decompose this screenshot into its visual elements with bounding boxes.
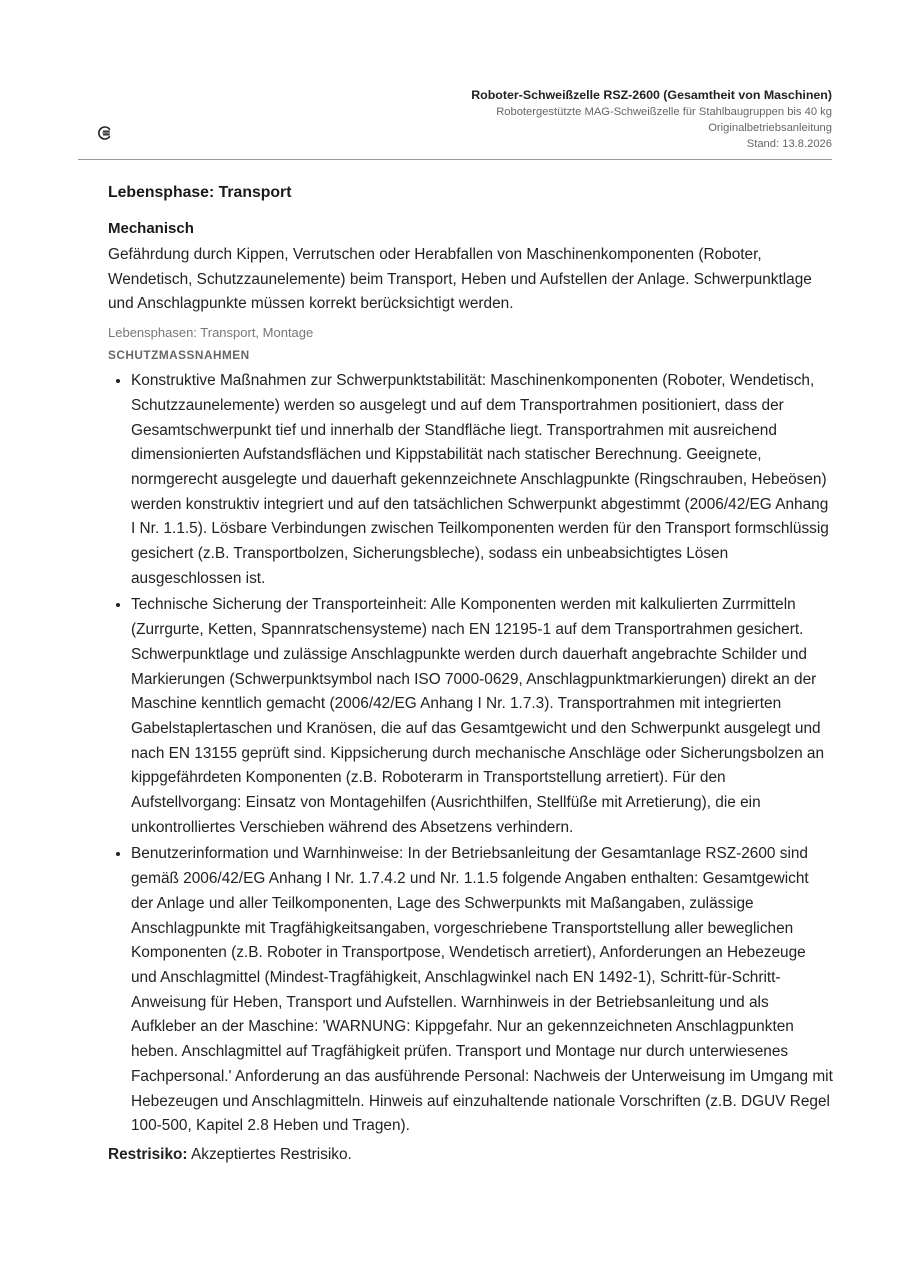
- document-header: [78, 86, 832, 160]
- hazard-section: [108, 182, 833, 1167]
- phases-note: Lebensphasen: Transport, Montage: [108, 325, 314, 341]
- c-logo-icon: [98, 126, 112, 140]
- hazard-description: Gefährdung durch Kippen, Verrutschen oder Herabfallen von Maschinenkomponenten (Roboter, Wendetisch, Schutzzaunelemente) beim Transport, Heben und Aufstellen der Anlage. Schwerpunktlage und Anschlagpunkte müssen korrekt berücksichtigt werden.: [108, 246, 812, 313]
- measure-item: • Technische Sicherung der Transporteinheit: Alle Komponenten werden mit kalkulierten Zurrmitteln (Zurrgurte, Ketten, Spannratschensysteme) nach EN 12195-1 auf dem Transportrahmen gesichert. Schwerpunktlage und zulässige Anschlagpunkte werden durch dauerhaft angebrachte Schilder und Markierungen (Schwerpunktsymbol nach ISO 7000-0629, Anschlagpunktmarkierungen) direkt an der Maschine kenntlich gemacht (2006/42/EG Anhang I Nr. 1.7.3). Transportrahmen mit integrierten Gabelstaplertaschen und Kranösen, die auf das Gesamtgewicht und den Schwerpunkt ausgelegt und nach EN 13155 geprüft sind. Kippsicherung durch mechanische Anschläge oder Sicherungsbolzen an kippgefährdeten Komponenten (z.B. Roboterarm in Transportstellung arretiert). Für den Aufstellvorgang: Einsatz von Montagehilfen (Ausrichthilfen, Stellfüße mit Arretierung), die ein unkontrolliertes Verschieben während des Absetzens verhindern.: [131, 593, 833, 840]
- header-info: [471, 86, 832, 152]
- residual-risk-label: Restrisiko:: [108, 1145, 188, 1163]
- measures-heading: SCHUTZMASSNAHMEN: [108, 348, 250, 363]
- measure-item: • Benutzerinformation und Warnhinweise: In der Betriebsanleitung der Gesamtanlage RSZ-2600 sind gemäß 2006/42/EG Anhang I Nr. 1.7.4.2 und Nr. 1.1.5 folgende Angaben enthalten: Gesamtgewicht der Anlage und aller Teilkomponenten, Lage des Schwerpunkts mit Maßangaben, zulässige Anschlagpunkte mit Tragfähigkeitsangaben, vorgeschriebene Transportstellung aller beweglichen Komponenten (z.B. Roboter in Transportpose, Wendetisch arretiert), Anforderungen an Hebezeuge und Anschlagmittel (Mindest-Tragfähigkeit, Anschlagwinkel nach EN 1492-1), Schritt-für-Schritt-Anweisung für Heben, Transport und Aufstellen. Warnhinweis in der Betriebsanleitung und als Aufkleber an der Maschine: 'WARNUNG: Kippgefahr. Nur an gekennzeichneten Anschlagpunkten heben. Anschlagmittel auf Tragfähigkeit prüfen. Transport und Montage nur durch unterwiesenes Fachpersonal.' Anforderung an das ausführende Personal: Nachweis der Unterweisung im Umgang mit Hebezeugen und Anschlagmitteln. Hinweis auf einzuhaltende nationale Vorschriften (z.B. DGUV Regel 100-500, Kapitel 2.8 Heben und Tragen).: [131, 842, 833, 1138]
- document-date: Stand: 13.8.2026: [746, 138, 832, 150]
- residual-risk: [108, 1143, 833, 1167]
- hazard-title: Mechanisch: [108, 220, 194, 237]
- phase-title: Lebensphase: Transport: [108, 184, 292, 201]
- document-type: Originalbetriebsanleitung: [708, 122, 832, 134]
- measures-list: [108, 369, 833, 1139]
- measure-item: • Konstruktive Maßnahmen zur Schwerpunktstabilität: Maschinenkomponenten (Roboter, Wendetisch, Schutzzaunelemente) werden so ausgelegt und auf dem Transportrahmen positioniert, dass der Gesamtschwerpunkt tief und innerhalb der Standfläche liegt. Transportrahmen mit ausreichend dimensionierten Aufstandsflächen und Kippstabilität nach statischer Berechnung. Geeignete, normgerecht ausgelegte und dauerhaft gekennzeichnete Anschlagpunkte (Ringschrauben, Hebeösen) werden konstruktiv integriert und auf den tatsächlichen Schwerpunkt abgestimmt (2006/42/EG Anhang I Nr. 1.1.5). Lösbare Verbindungen zwischen Teilkomponenten werden für den Transport formschlüssig gesichert (z.B. Transportbolzen, Sicherungsbleche), sodass ein unbeabsichtigtes Lösen ausgeschlossen ist.: [131, 369, 833, 591]
- machine-title: Roboter-Schweißzelle RSZ-2600 (Gesamtheit von Maschinen): [471, 88, 832, 102]
- machine-subtitle: Robotergestützte MAG-Schweißzelle für Stahlbaugruppen bis 40 kg: [496, 106, 832, 118]
- residual-risk-value: Akzeptiertes Restrisiko.: [190, 1145, 352, 1163]
